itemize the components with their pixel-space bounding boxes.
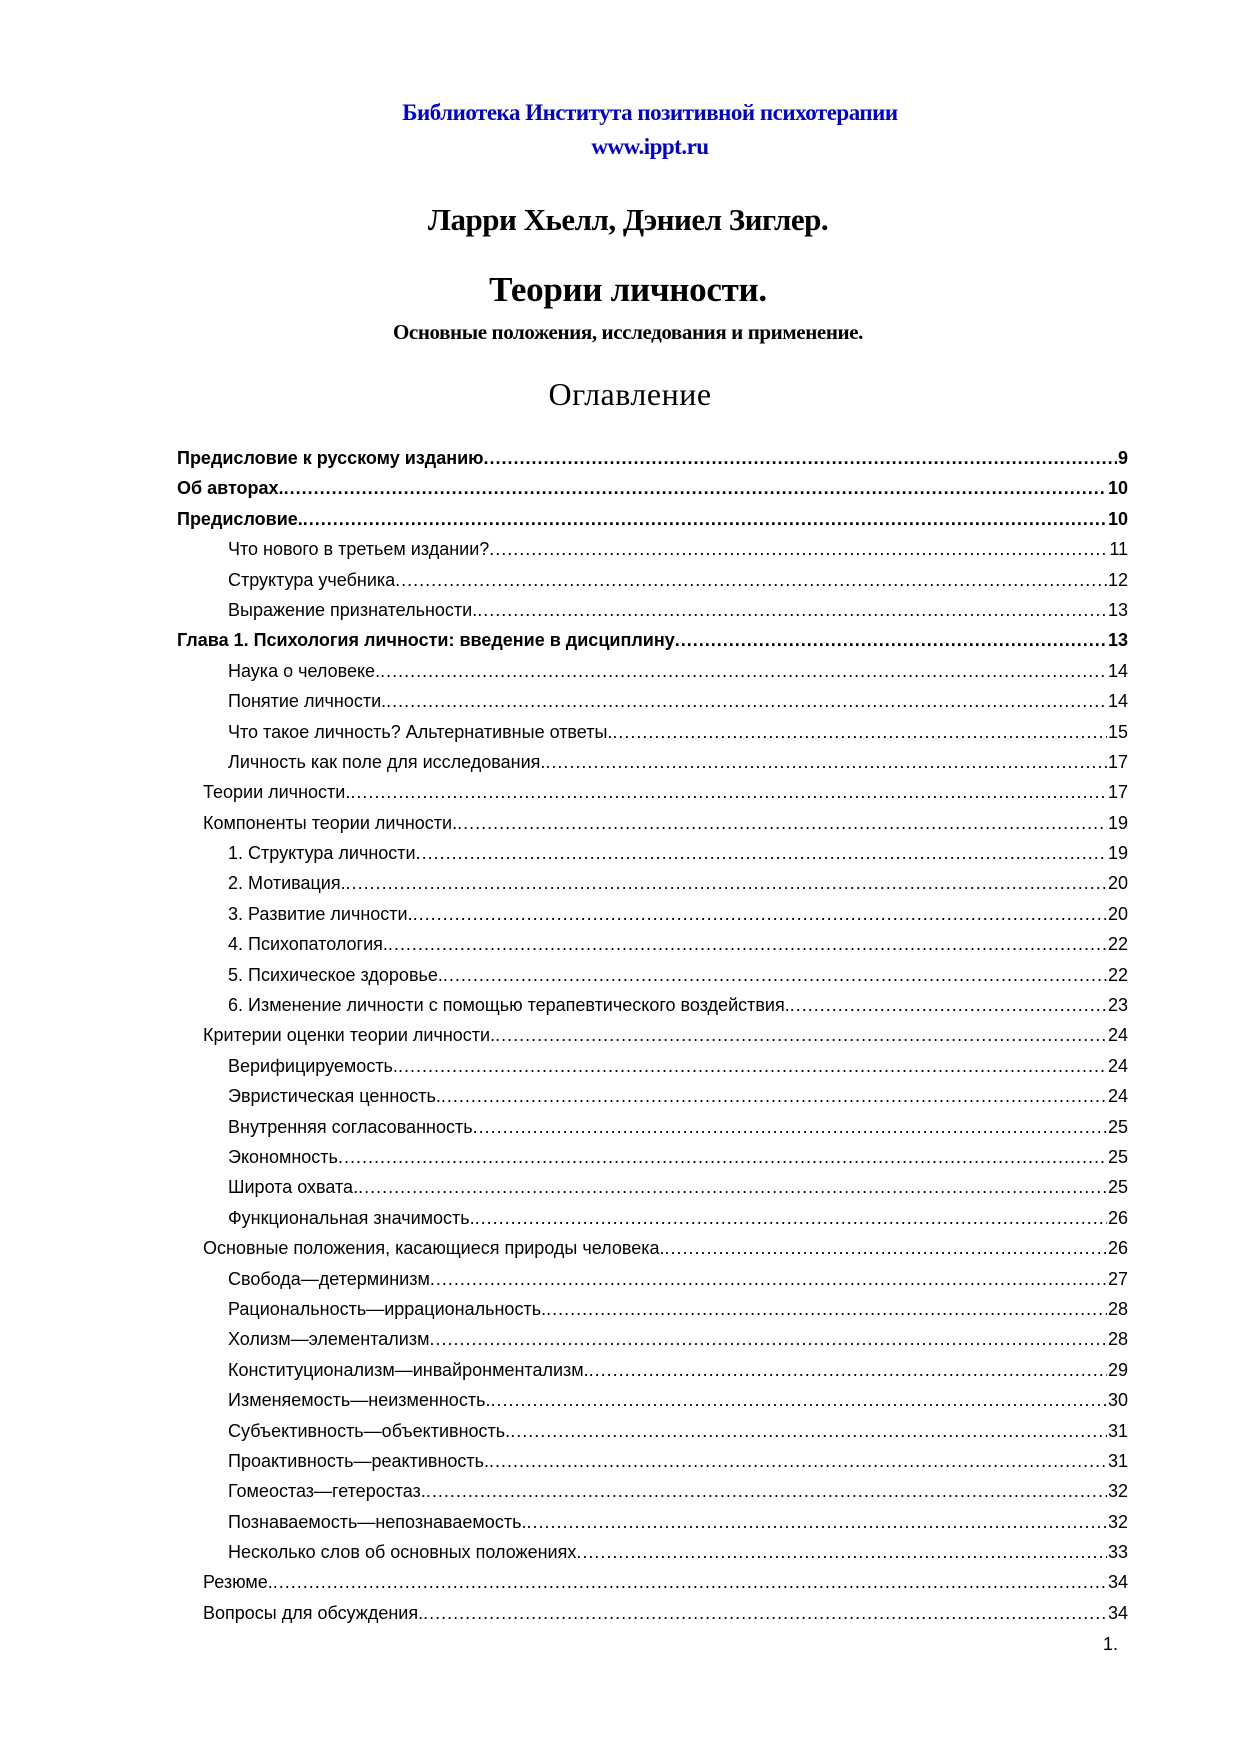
dot-leader bbox=[273, 1567, 1107, 1597]
toc-entry-title: Свобода—детерминизм bbox=[228, 1268, 430, 1289]
toc-entry-page: 27 bbox=[1107, 1268, 1128, 1289]
toc-entry-page: 15 bbox=[1107, 721, 1128, 742]
dot-leader bbox=[429, 1324, 1106, 1354]
toc-entry[interactable] bbox=[177, 1264, 1128, 1294]
toc-entry[interactable] bbox=[177, 1233, 1128, 1263]
dot-leader bbox=[338, 1142, 1107, 1172]
toc-entry-page: 24 bbox=[1107, 1086, 1128, 1107]
book-authors: Ларри Хьелл, Дэниел Зиглер. bbox=[427, 202, 829, 237]
toc-entry[interactable] bbox=[177, 808, 1128, 838]
toc-entry-title: Проактивность—реактивность. bbox=[228, 1450, 490, 1471]
toc-entry-page: 22 bbox=[1107, 934, 1128, 955]
toc-entry-title: 6. Изменение личности с помощью терапевтического воздействия. bbox=[228, 995, 790, 1016]
toc-entry[interactable] bbox=[177, 777, 1128, 807]
toc-entry-title: Верифицируемость. bbox=[228, 1055, 398, 1076]
toc-entry-title: Внутренняя согласованность bbox=[228, 1116, 473, 1137]
dot-leader bbox=[546, 1294, 1107, 1324]
toc-entry-page: 26 bbox=[1107, 1207, 1128, 1228]
toc-entry-title: Что такое личность? Альтернативные ответы. bbox=[228, 721, 613, 742]
toc-entry[interactable] bbox=[177, 960, 1128, 990]
toc-entry[interactable] bbox=[177, 656, 1128, 686]
dot-leader bbox=[490, 1385, 1107, 1415]
toc-entry[interactable] bbox=[177, 625, 1128, 655]
toc-entry-title: Конституционализм—инвайронментализм. bbox=[228, 1359, 589, 1380]
toc-entry-page: 24 bbox=[1107, 1055, 1128, 1076]
toc-entry-title: Субъективность—объективность. bbox=[228, 1420, 511, 1441]
dot-leader bbox=[395, 565, 1107, 595]
toc-entry-page: 32 bbox=[1107, 1481, 1128, 1502]
toc-entry-title: Личность как поле для исследования. bbox=[228, 751, 546, 772]
dot-leader bbox=[545, 747, 1107, 777]
toc-entry-title: Теории личности. bbox=[203, 782, 351, 803]
toc-entry-page: 17 bbox=[1107, 751, 1128, 772]
toc-entry-title: Что нового в третьем издании? bbox=[228, 539, 490, 560]
toc-entry-title: Основные положения, касающиеся природы человека. bbox=[203, 1238, 665, 1259]
dot-leader bbox=[475, 1203, 1107, 1233]
website-link[interactable]: www.ippt.ru bbox=[591, 134, 709, 159]
toc-entry[interactable] bbox=[177, 1476, 1128, 1506]
toc-entry-title: Компоненты теории личности. bbox=[203, 812, 458, 833]
toc-entry-title: 2. Мотивация. bbox=[228, 873, 346, 894]
toc-entry[interactable] bbox=[177, 1598, 1128, 1628]
dot-leader bbox=[284, 473, 1107, 503]
toc-entry[interactable] bbox=[177, 1112, 1128, 1142]
toc-entry-page: 25 bbox=[1107, 1116, 1128, 1137]
toc-entry-page: 25 bbox=[1107, 1146, 1128, 1167]
toc-entry-title: Резюме. bbox=[203, 1572, 273, 1593]
dot-leader bbox=[576, 1537, 1107, 1567]
dot-leader bbox=[457, 808, 1107, 838]
toc-entry[interactable] bbox=[177, 1446, 1128, 1476]
dot-leader bbox=[675, 625, 1107, 655]
dot-leader bbox=[443, 960, 1107, 990]
book-title: Теории личности. bbox=[489, 270, 767, 309]
table-of-contents bbox=[177, 443, 1128, 1628]
toc-entry[interactable] bbox=[177, 473, 1128, 503]
toc-entry-page: 34 bbox=[1107, 1572, 1128, 1593]
dot-leader bbox=[350, 777, 1107, 807]
toc-entry-title: Об авторах. bbox=[177, 478, 284, 499]
toc-entry[interactable] bbox=[177, 1567, 1128, 1597]
toc-entry-page: 29 bbox=[1107, 1359, 1128, 1380]
toc-entry-page: 9 bbox=[1117, 448, 1128, 468]
toc-entry-title: Структура учебника bbox=[228, 569, 396, 590]
toc-entry[interactable] bbox=[177, 929, 1128, 959]
toc-entry[interactable] bbox=[177, 868, 1128, 898]
toc-entry[interactable] bbox=[177, 504, 1128, 534]
toc-entry-page: 24 bbox=[1107, 1025, 1128, 1046]
dot-leader bbox=[416, 838, 1107, 868]
toc-entry-page: 10 bbox=[1107, 478, 1128, 499]
toc-entry-title: 3. Развитие личности. bbox=[228, 903, 413, 924]
dot-leader bbox=[358, 1172, 1107, 1202]
toc-entry-title: Наука о человеке. bbox=[228, 660, 381, 681]
toc-entry-page: 20 bbox=[1107, 873, 1128, 894]
toc-entry-title: Предисловие. bbox=[177, 508, 303, 529]
dot-leader bbox=[489, 1446, 1107, 1476]
dot-leader bbox=[489, 534, 1108, 564]
toc-entry[interactable] bbox=[177, 443, 1128, 473]
toc-entry[interactable] bbox=[177, 686, 1128, 716]
dot-leader bbox=[423, 1598, 1107, 1628]
toc-entry-page: 14 bbox=[1107, 660, 1128, 681]
toc-entry-page: 22 bbox=[1107, 964, 1128, 985]
book-subtitle: Основные положения, исследования и применение. bbox=[392, 320, 863, 344]
dot-leader bbox=[477, 595, 1107, 625]
dot-leader bbox=[473, 1112, 1107, 1142]
dot-leader bbox=[386, 686, 1107, 716]
toc-entry-page: 34 bbox=[1107, 1602, 1128, 1623]
dot-leader bbox=[665, 1233, 1107, 1263]
toc-entry-title: Понятие личности. bbox=[228, 691, 387, 712]
toc-entry-page: 20 bbox=[1107, 903, 1128, 924]
toc-entry[interactable] bbox=[177, 1355, 1128, 1385]
toc-entry[interactable] bbox=[177, 747, 1128, 777]
toc-entry-title: 5. Психическое здоровье. bbox=[228, 964, 443, 985]
toc-entry-title: Гомеостаз—гетеростаз. bbox=[228, 1481, 426, 1502]
dot-leader bbox=[612, 717, 1107, 747]
dot-leader bbox=[303, 504, 1107, 534]
toc-entry[interactable] bbox=[177, 1172, 1128, 1202]
toc-entry-page: 14 bbox=[1107, 691, 1128, 712]
dot-leader bbox=[388, 929, 1107, 959]
toc-entry[interactable] bbox=[177, 1416, 1128, 1446]
toc-entry[interactable] bbox=[177, 1142, 1128, 1172]
toc-entry[interactable] bbox=[177, 1507, 1128, 1537]
toc-entry-title: Вопросы для обсуждения. bbox=[203, 1602, 424, 1623]
toc-entry-title: Холизм—элементализм bbox=[228, 1329, 430, 1350]
dot-leader bbox=[495, 1020, 1107, 1050]
toc-entry-title: Выражение признательности. bbox=[228, 599, 478, 620]
dot-leader bbox=[441, 1081, 1107, 1111]
toc-entry[interactable] bbox=[177, 1081, 1128, 1111]
dot-leader bbox=[790, 990, 1107, 1020]
toc-entry-title: Критерии оценки теории личности. bbox=[203, 1025, 496, 1046]
toc-entry-page: 10 bbox=[1107, 508, 1128, 529]
dot-leader bbox=[346, 868, 1107, 898]
toc-entry[interactable] bbox=[177, 899, 1128, 929]
toc-entry-title: 4. Психопатология. bbox=[228, 934, 388, 955]
toc-entry-page: 28 bbox=[1107, 1329, 1128, 1350]
toc-entry-title: Широта охвата. bbox=[228, 1177, 359, 1198]
toc-entry-page: 33 bbox=[1107, 1542, 1128, 1563]
toc-entry-page: 25 bbox=[1107, 1177, 1128, 1198]
dot-leader bbox=[510, 1416, 1107, 1446]
toc-entry[interactable] bbox=[177, 1020, 1128, 1050]
toc-entry[interactable] bbox=[177, 1294, 1128, 1324]
toc-entry-page: 19 bbox=[1107, 812, 1128, 833]
dot-leader bbox=[589, 1355, 1107, 1385]
toc-entry[interactable] bbox=[177, 534, 1128, 564]
toc-entry-title: Несколько слов об основных положениях bbox=[228, 1542, 577, 1563]
toc-entry[interactable] bbox=[177, 1324, 1128, 1354]
toc-entry-page: 23 bbox=[1107, 995, 1128, 1016]
toc-entry[interactable] bbox=[177, 1203, 1128, 1233]
toc-entry-title: Рациональность—иррациональность. bbox=[228, 1298, 547, 1319]
page-number: 1. bbox=[1103, 1634, 1119, 1654]
toc-entry-page: 32 bbox=[1107, 1511, 1128, 1532]
toc-entry-page: 17 bbox=[1107, 782, 1128, 803]
dot-leader bbox=[430, 1264, 1107, 1294]
toc-entry-page: 12 bbox=[1107, 569, 1128, 590]
toc-entry-page: 30 bbox=[1107, 1390, 1128, 1411]
toc-entry[interactable] bbox=[177, 595, 1128, 625]
toc-entry-title: Познаваемость—непознаваемость. bbox=[228, 1511, 527, 1532]
toc-entry-title: 1. Структура личности bbox=[228, 843, 416, 864]
toc-entry-title: Эвристическая ценность. bbox=[228, 1086, 441, 1107]
toc-entry-title: Глава 1. Психология личности: введение в дисциплину bbox=[177, 630, 675, 651]
toc-entry-page: 13 bbox=[1107, 630, 1128, 651]
toc-entry[interactable] bbox=[177, 1537, 1128, 1567]
toc-entry-page: 31 bbox=[1107, 1450, 1128, 1471]
toc-heading: Оглавление bbox=[548, 376, 712, 412]
toc-entry[interactable] bbox=[177, 717, 1128, 747]
dot-leader bbox=[426, 1476, 1107, 1506]
toc-entry-page: 31 bbox=[1107, 1420, 1128, 1441]
toc-entry[interactable] bbox=[177, 1051, 1128, 1081]
toc-entry[interactable] bbox=[177, 990, 1128, 1020]
dot-leader bbox=[380, 656, 1107, 686]
toc-entry-page: 26 bbox=[1107, 1238, 1128, 1259]
toc-entry-title: Предисловие к русскому изданию bbox=[177, 448, 484, 468]
toc-entry-page: 28 bbox=[1107, 1298, 1128, 1319]
toc-entry[interactable] bbox=[177, 1385, 1128, 1415]
toc-entry[interactable] bbox=[177, 565, 1128, 595]
library-name: Библиотека Института позитивной психотерапии bbox=[402, 100, 898, 125]
toc-entry-title: Функциональная значимость. bbox=[228, 1207, 475, 1228]
toc-entry-page: 19 bbox=[1107, 843, 1128, 864]
dot-leader bbox=[526, 1507, 1107, 1537]
toc-entry[interactable] bbox=[177, 838, 1128, 868]
toc-entry-page: 11 bbox=[1109, 539, 1128, 560]
dot-leader bbox=[398, 1051, 1107, 1081]
toc-entry-page: 13 bbox=[1107, 599, 1128, 620]
toc-entry-title: Изменяемость—неизменность. bbox=[228, 1390, 491, 1411]
toc-entry-title: Экономность bbox=[228, 1146, 338, 1167]
dot-leader bbox=[484, 443, 1117, 473]
dot-leader bbox=[413, 899, 1107, 929]
